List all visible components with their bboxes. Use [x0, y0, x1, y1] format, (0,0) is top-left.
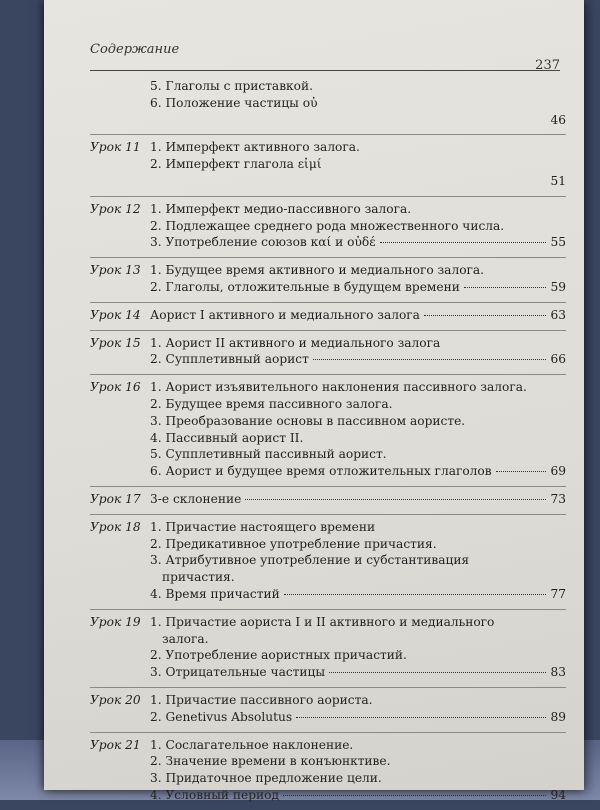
toc-lesson-block [90, 515, 566, 610]
lesson-label: Урок 15 [90, 335, 141, 350]
toc-page-ref: 73 [550, 491, 566, 506]
lesson-items [150, 201, 566, 251]
lesson-label [90, 78, 150, 128]
toc-entry-text: залога. [162, 631, 209, 646]
toc-entry-text: 2. Предикативное употребление причастия. [150, 536, 437, 551]
lesson-items [150, 307, 566, 324]
lesson-label: Урок 12 [90, 201, 141, 216]
toc-entry-text: 1. Имперфект медио-пассивного залога. [150, 201, 412, 216]
toc-entry-text: 1. Имперфект активного залога. [150, 140, 360, 155]
toc-entry-text: 3. Придаточное предложение цели. [150, 771, 382, 786]
toc-page-ref: 55 [550, 235, 566, 250]
toc-entry-text: 3. Преобразование основы в пассивном аористе. [150, 413, 466, 428]
toc-entry-text: 6. Положение частицы οὐ [150, 95, 318, 110]
toc-entry-text: 3-е склонение [150, 491, 242, 506]
lesson-items [150, 335, 566, 369]
toc-entry-text: 1. Причастие настоящего времени [150, 519, 376, 534]
toc-page-ref: 66 [550, 352, 566, 367]
toc-entry-text: 6. Аорист и будущее время отложительных глаголов [150, 464, 492, 479]
toc-entry-text: 2. Подлежащее среднего рода множественного числа. [150, 218, 505, 233]
toc-entry-text: 1. Сослагательное наклонение. [150, 737, 354, 752]
toc-entry-text: 2. Значение времени в конъюнктиве. [150, 754, 391, 769]
lesson-label: Урок 11 [90, 140, 141, 155]
toc-entry-text: 3. Атрибутивное употребление и субстантивация [150, 553, 470, 568]
lesson-items [150, 519, 566, 603]
toc-entry [150, 709, 566, 726]
lesson-label: Урок 13 [90, 263, 141, 278]
lesson-label: Урок 17 [90, 491, 141, 506]
toc-entry [150, 586, 566, 603]
lesson-items [150, 692, 566, 726]
lesson-label: Урок 14 [90, 307, 141, 322]
dot-leader [284, 594, 546, 595]
toc-entry-text: 2. Имперфект глагола εἰμί [150, 157, 322, 172]
toc-entry-text: 1. Аорист II активного и медиального залога [150, 335, 441, 350]
toc-entry-text: 2. Употребление аористных причастий. [150, 648, 407, 663]
toc-entry [150, 307, 566, 324]
page-number: 237 [535, 58, 560, 73]
lesson-items [150, 78, 566, 128]
lesson-label: Урок 18 [90, 519, 141, 534]
toc-entry-text: 4. Пассивный аорист II. [150, 430, 304, 445]
toc-lesson-block [90, 258, 566, 303]
toc-lesson-block [90, 375, 566, 487]
toc-page-ref: 51 [550, 173, 566, 188]
toc-lesson-block [90, 610, 566, 688]
lesson-items [150, 139, 566, 189]
dot-leader [283, 795, 546, 796]
toc-entry [150, 787, 566, 804]
toc-lesson-block [90, 135, 566, 196]
dot-leader [380, 242, 546, 243]
toc-lesson-block [90, 733, 566, 810]
toc-entry [150, 664, 566, 681]
dot-leader [329, 672, 546, 673]
toc-entry-text: 4. Время причастий [150, 586, 280, 601]
dot-leader [464, 287, 546, 288]
toc-page-ref: 77 [550, 586, 566, 601]
toc-lesson-block [90, 74, 566, 135]
toc-lesson-block [90, 303, 566, 331]
toc-lesson-block [90, 197, 566, 258]
book-page [44, 0, 584, 802]
dot-leader [245, 499, 546, 500]
toc-entry-text: 2. Genetivus Absolutus [150, 709, 293, 724]
lesson-items [150, 491, 566, 508]
toc-entry [150, 279, 566, 296]
toc-entry-text: 3. Употребление союзов καί и οὐδέ [150, 235, 376, 250]
toc-lesson-block [90, 688, 566, 733]
toc-entry-text: 1. Будущее время активного и медиального залога. [150, 263, 485, 278]
lesson-label: Урок 21 [90, 737, 141, 752]
toc-entry-text: 2. Будущее время пассивного залога. [150, 396, 393, 411]
toc-entry-text: 5. Супплетивный пассивный аорист. [150, 447, 387, 462]
lesson-items [150, 737, 566, 804]
toc-entry-text: Аорист I активного и медиального залога [150, 307, 420, 322]
dot-leader [424, 315, 546, 316]
toc-entry-text: причастия. [162, 570, 235, 585]
toc-page-ref: 59 [550, 279, 566, 294]
toc-entry-text: 2. Супплетивный аорист [150, 352, 309, 367]
toc-entry [150, 491, 566, 508]
lesson-label: Урок 16 [90, 380, 141, 395]
toc-entry-text: 1. Аорист изъявительного наклонения пассивного залога. [150, 380, 527, 395]
toc-entry-text: 4. Условный период [150, 787, 279, 802]
toc-lesson-block [90, 487, 566, 515]
toc-entry [150, 351, 566, 368]
toc-page-ref: 94 [550, 787, 566, 802]
toc-entry-text: 1. Причастие аориста I и II активного и медиального [150, 614, 495, 629]
toc-entry-text: 3. Отрицательные частицы [150, 665, 326, 680]
lesson-items [150, 379, 566, 480]
toc-entry [150, 463, 566, 480]
toc-entry-text: 2. Глаголы, отложительные в будущем времени [150, 279, 460, 294]
toc-entry-text: 1. Причастие пассивного аориста. [150, 692, 373, 707]
toc-entry-text: 5. Глаголы с приставкой. [150, 79, 314, 93]
lesson-label: Урок 20 [90, 692, 141, 707]
toc-page-ref: 89 [550, 709, 566, 724]
table-of-contents [90, 74, 566, 810]
toc-page-ref: 63 [550, 307, 566, 322]
toc-page-ref: 69 [550, 464, 566, 479]
lesson-items [150, 262, 566, 296]
lesson-label: Урок 19 [90, 614, 141, 629]
toc-entry [150, 234, 566, 251]
dot-leader [296, 717, 546, 718]
toc-page-ref: 46 [550, 112, 566, 127]
dot-leader [496, 471, 546, 472]
lesson-items [150, 614, 566, 681]
running-header [90, 38, 560, 71]
dot-leader [313, 359, 546, 360]
chapter-title: Содержание [90, 42, 180, 57]
toc-lesson-block [90, 331, 566, 376]
toc-page-ref: 83 [550, 665, 566, 680]
